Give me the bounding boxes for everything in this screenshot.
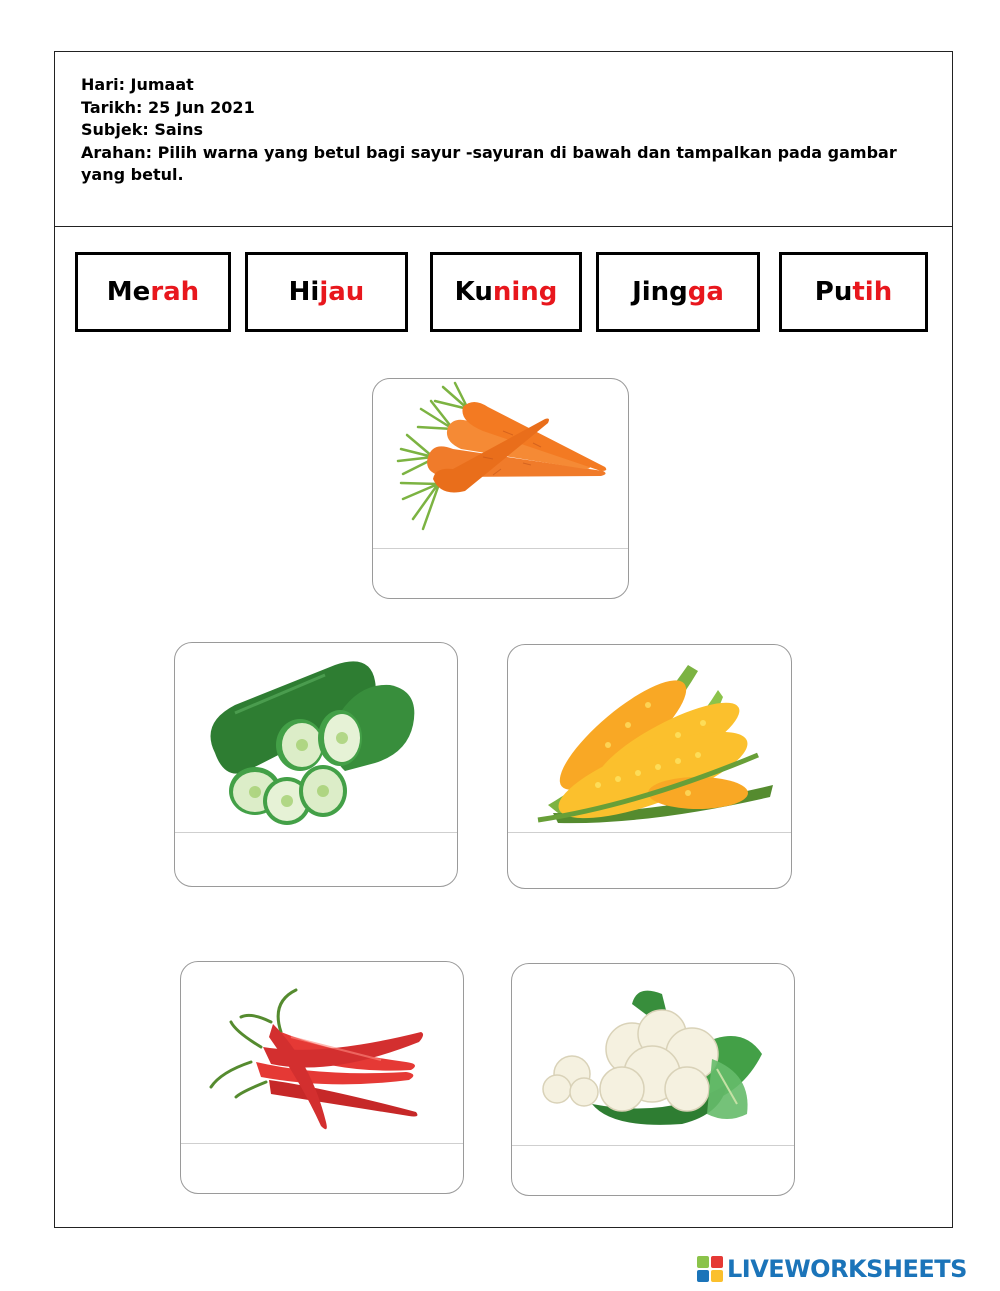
word-putih-black: Pu — [814, 277, 853, 307]
date-line: Tarikh: 25 Jun 2021 — [81, 97, 255, 117]
worksheet-header — [81, 74, 941, 187]
word-hijau-black: Hi — [288, 277, 320, 307]
liveworksheets-logo-icon — [697, 1256, 723, 1282]
word-putih-red: tih — [852, 277, 893, 307]
word-putih[interactable] — [779, 252, 928, 332]
word-merah-black: Me — [106, 277, 151, 307]
corn-drop-zone[interactable] — [508, 832, 791, 888]
card-chili — [180, 961, 464, 1194]
word-merah[interactable] — [75, 252, 231, 332]
card-cucumber — [174, 642, 458, 887]
cucumber-icon — [175, 643, 457, 835]
word-kuning-black: Ku — [454, 277, 493, 307]
cauliflower-drop-zone[interactable] — [512, 1145, 794, 1195]
header-divider — [55, 226, 952, 227]
word-hijau-red: jau — [319, 277, 365, 307]
carrot-icon — [373, 379, 628, 551]
corn-icon — [508, 645, 791, 835]
word-jingga[interactable] — [596, 252, 760, 332]
word-jingga-red: ga — [687, 277, 724, 307]
chili-drop-zone[interactable] — [181, 1143, 463, 1193]
word-hijau[interactable] — [245, 252, 408, 332]
card-cauliflower — [511, 963, 795, 1196]
word-kuning-red: ning — [492, 277, 558, 307]
worksheet — [54, 51, 953, 1228]
card-carrot — [372, 378, 629, 599]
card-corn — [507, 644, 792, 889]
instruction-line: Arahan: Pilih warna yang betul bagi sayur -sayuran di bawah dan tampalkan pada gambar yang betul. — [81, 142, 897, 184]
word-kuning[interactable] — [430, 252, 582, 332]
subject-line: Subjek: Sains — [81, 120, 204, 139]
word-jingga-black: Jing — [632, 277, 688, 307]
liveworksheets-brand: LIVEWORKSHEETS — [727, 1255, 967, 1283]
liveworksheets-logo — [697, 1255, 967, 1283]
carrot-drop-zone[interactable] — [373, 548, 628, 598]
day-line: Hari: Jumaat — [81, 75, 194, 94]
chili-icon — [181, 962, 463, 1146]
word-merah-red: rah — [150, 277, 200, 307]
cauliflower-icon — [512, 964, 794, 1148]
cucumber-drop-zone[interactable] — [175, 832, 457, 886]
